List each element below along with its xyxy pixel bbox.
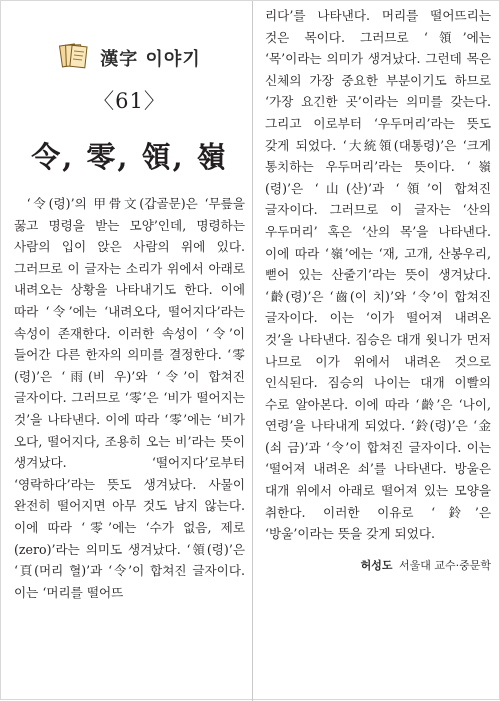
column-header <box>14 35 245 81</box>
article-column-left <box>1 1 253 699</box>
column-title: 漢字 이야기 <box>100 49 201 70</box>
article-text-part-2: 리다’를 나타낸다. 머리를 떨어뜨리는 것은 목이다. 그러므로 ‘領’에는 ‘목’이라는 의미가 생겨났다. 그런데 목은 신체의 가장 중요한 부분이기도 하므로 ‘가장 요긴한 곳’이라는 의미를 갖는다. 그리고 이로부터 ‘우두머리’라는 뜻도 갖게 되었다. ‘大統領(대통령)’은 ‘크게 통치하는 우두머리’라는 뜻이다. ‘嶺(령)’은 ‘山(산)’과 ‘領’이 합쳐진 글자이다. 그러므로 이 글자는 ‘산의 우두머리’ 혹은 ‘산의 목’을 나타낸다. 이에 따라 ‘嶺’에는 ‘재, 고개, 산봉우리, 뻗어 있는 산줄기’라는 뜻이 생겨났다. ‘齡(령)’은 ‘齒(이 치)’와 ‘令’이 합쳐진 글자이다. 이는 ‘이가 떨어져 내려온 것’을 나타낸다. 짐승은 대개 윗니가 먼저 나므로 이가 위에서 내려온 것으로 인식된다. 짐승의 나이는 대개 이빨의 수로 알아본다. 이에 따라 ‘齡’은 ‘나이, 연령’을 나타내게 되었다. ‘鈴(령)’은 ‘金(쇠 금)’과 ‘令’이 합쳐진 글자이다. 이는 ‘떨어져 내려온 쇠’를 나타낸다. 방울은 대개 위에서 아래로 떨어져 있는 모양을 취한다. 이러한 이유로 ‘鈴’은 ‘방울’이라는 뜻을 갖게 되었다. <box>265 8 491 542</box>
headline: 令, 零, 領, 嶺 <box>31 140 228 174</box>
byline <box>265 557 491 573</box>
book-icon <box>58 41 92 75</box>
article-text-part-1: ‘令(령)’의 甲骨文(갑골문)은 ‘무릎을 꿇고 명령을 받는 모양’인데, 명령하는 사람의 입이 앉은 사람의 위에 있다. 그러므로 이 글자는 소리가 위에서 아래로 내려오는 상황을 나타내기도 한다. 이에 따라 ‘令’에는 ‘내려오다, 떨어지다’라는 속성이 존재한다. 이러한 속성이 ‘令’이 들어간 다른 한자의 의미를 결정한다. ‘零(령)’은 ‘雨(비 우)’와 ‘令’이 합쳐진 글자이다. 그러므로 ‘零’은 ‘비가 떨어지는 것’을 나타낸다. 이에 따라 ‘零’에는 ‘비가 오다, 떨어지다, 조용히 오는 비’라는 뜻이 생겨났다. ‘떨어지다’로부터 ‘영락하다’라는 뜻도 생겨났다. 사물이 완전히 떨어지면 아무 것도 남지 않는다. 이에 따라 ‘零’에는 ‘수가 없음, 제로(zero)’라는 의미도 생겨났다. ‘領(령)’은 ‘頁(머리 혈)’과 ‘令’이 합쳐진 글자이다. 이는 ‘머리를 떨어뜨 <box>14 196 245 600</box>
article-column-right <box>253 1 500 699</box>
author-affiliation: 서울대 교수·중문학 <box>398 559 491 573</box>
issue-number: 〈61〉 <box>93 89 166 113</box>
author-name: 허성도 <box>360 559 393 573</box>
